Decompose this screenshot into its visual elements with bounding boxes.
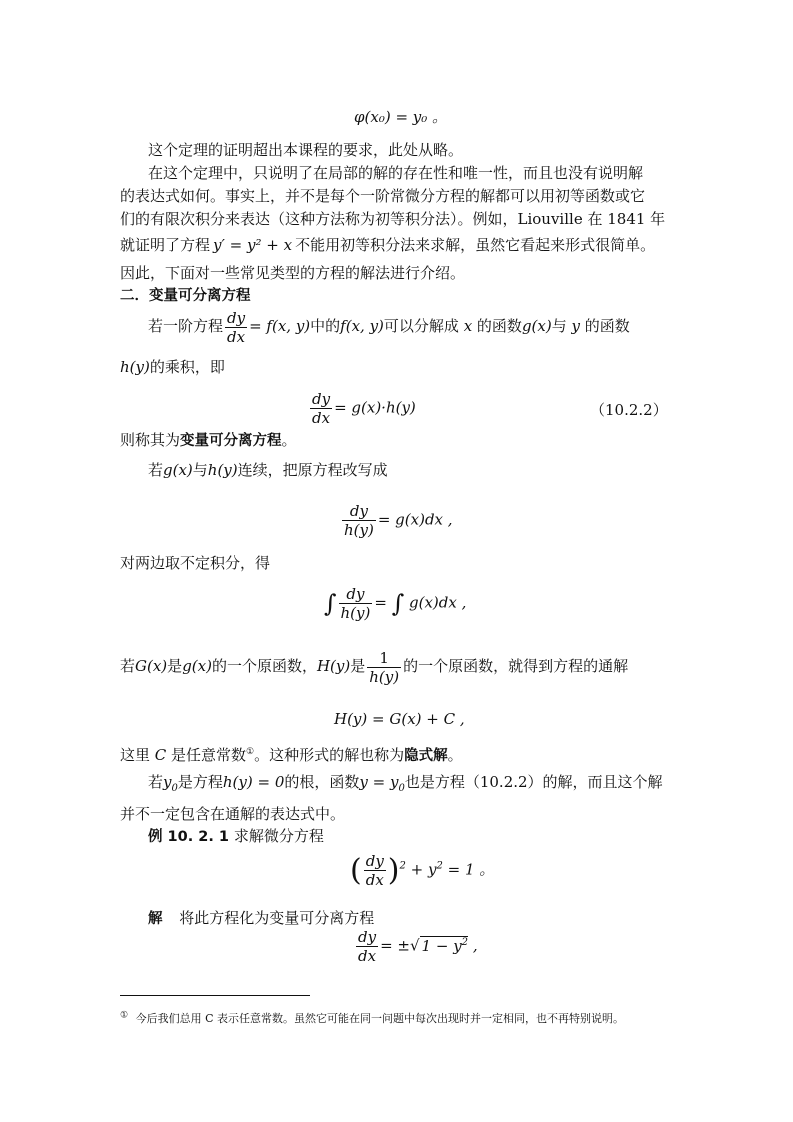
dy-dx-fraction: $\frac{dy}{dx}$: [227, 308, 246, 346]
general-solution-equation: H(y) = G(x) + C ,: [334, 710, 465, 728]
example-text: 求解微分方程: [233, 827, 324, 845]
separated-equation: $\frac{dy}{dx}$ = ±√ $1 - y^2$ ,: [358, 928, 478, 965]
paragraph-integrate: 对两边取不定积分，得: [120, 554, 271, 572]
paragraph-definition-term: 则称其为变量可分离方程。: [120, 431, 297, 449]
footnote: [120, 1010, 624, 1026]
example-label: 例 10. 2. 1: [148, 829, 230, 845]
paragraph-theorem-line3: 们的有限次积分来表达（这种方法称为初等积分法）。例如，Liouville 在 1841 年: [120, 210, 666, 228]
paragraph-root-solution-line2: 并不一定包含在通解的表达式中。: [120, 805, 346, 823]
footnote-reference[interactable]: ①: [246, 747, 255, 757]
one-over-h-fraction: $\frac{1}{h(y)}$: [369, 648, 400, 686]
paragraph-proof-omitted: 这个定理的证明超出本课程的要求，此处从略。: [148, 141, 464, 159]
initial-condition-equation: φ(x₀) = y₀ 。: [354, 108, 448, 126]
paragraph-theorem-line2: 的表达式如何。事实上，并不是每个一阶常微分方程的解都可以用初等函数或它: [120, 187, 646, 205]
footnote-mark: ①: [120, 1010, 129, 1021]
example-heading: [148, 826, 324, 847]
section-heading: 二．变量可分离方程: [120, 288, 251, 304]
paragraph-antiderivative: 若G(x)是g(x)的一个原函数，H(y)是 $\frac{1}{h(y)}$ 的一个原函数，就得到方程的通解: [120, 648, 629, 686]
footnote-text: 今后我们总用 C 表示任意常数。虽然它可能在同一问题中每次出现时并一定相同，也不再特别说明。: [135, 1012, 624, 1025]
liouville-equation: y′ = y² + x: [213, 236, 293, 254]
paragraph-theorem-line4: 就证明了方程 y′ = y² + x 不能用初等积分法来求解，虽然它看起来形式很简单。: [120, 236, 656, 254]
solution-heading: [148, 908, 374, 929]
separable-equation: $\frac{dy}{dx}$ = g(x)·h(y): [312, 390, 416, 427]
solution-label: 解: [148, 911, 163, 927]
paragraph-definition-line1: 若一阶方程 $\frac{dy}{dx}$ = f(x, y)中的f(x, y)可以分解成 x 的函数g(x)与 y 的函数: [148, 308, 630, 346]
equation-number: （10.2.2）: [590, 401, 668, 419]
paragraph-continuity: 若g(x)与h(y)连续，把原方程改写成: [148, 461, 388, 479]
paragraph-definition-line2: h(y)的乘积，即: [120, 358, 225, 376]
integrated-equation: ∫ $\frac{dy}{h(y)}$ = ∫ g(x)dx ,: [324, 585, 467, 622]
solution-text: 将此方程化为变量可分离方程: [179, 909, 375, 927]
footnote-divider: [120, 995, 310, 996]
example-equation: ( $\frac{dy}{dx}$ )$^2 + y^2 = 1$ 。: [350, 852, 495, 889]
paragraph-theorem-line1: 在这个定理中，只说明了在局部的解的存在性和唯一性，而且也没有说明解: [148, 164, 644, 182]
paragraph-implicit-solution: 这里 C 是任意常数①。这种形式的解也称为隐式解。: [120, 746, 463, 764]
paragraph-theorem-line5: 因此，下面对一些常见类型的方程的解法进行介绍。: [120, 264, 466, 282]
rewritten-equation: $\frac{dy}{h(y)}$ = g(x)dx ,: [344, 502, 453, 539]
paragraph-root-solution-line1: 若$y_0$是方程h(y) = 0的根，函数$y = y_0$也是方程（10.2.2）的解，而且这个解: [148, 773, 663, 794]
